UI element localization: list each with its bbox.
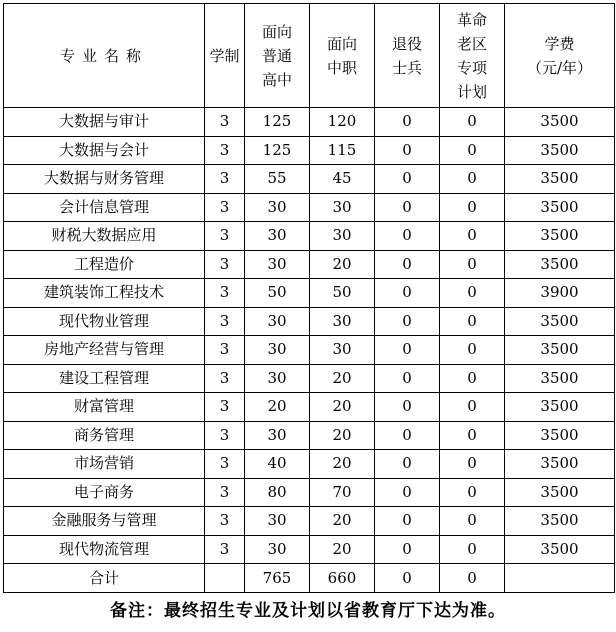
table-row <box>4 136 615 165</box>
veterans-cell: 0 <box>375 507 440 536</box>
vocational-cell: 20 <box>310 250 375 279</box>
table-row <box>4 165 615 194</box>
table-row <box>4 222 615 251</box>
major-name-cell: 会计信息管理 <box>4 193 205 222</box>
table-row <box>4 507 615 536</box>
old-area-cell: 0 <box>440 364 505 393</box>
high-school-cell: 30 <box>245 193 310 222</box>
old-area-cell: 0 <box>440 307 505 336</box>
vocational-cell: 70 <box>310 478 375 507</box>
table-row <box>4 279 615 308</box>
header-row <box>4 4 615 108</box>
tuition-cell: 3500 <box>505 222 615 251</box>
tuition-cell: 3500 <box>505 165 615 194</box>
major-name-cell: 大数据与财务管理 <box>4 165 205 194</box>
old-area-cell: 0 <box>440 222 505 251</box>
veterans-cell: 0 <box>375 165 440 194</box>
high-school-cell: 30 <box>245 421 310 450</box>
footnote: 备注：最终招生专业及计划以省教育厅下达为准。 <box>110 601 506 621</box>
veterans-cell: 0 <box>375 222 440 251</box>
years-cell: 3 <box>205 336 245 365</box>
high-school-cell: 30 <box>245 250 310 279</box>
total-veterans-cell: 0 <box>375 564 440 593</box>
veterans-cell: 0 <box>375 307 440 336</box>
old-area-cell: 0 <box>440 421 505 450</box>
high-school-cell: 20 <box>245 393 310 422</box>
vocational-cell: 45 <box>310 165 375 194</box>
vocational-cell: 20 <box>310 421 375 450</box>
old-area-cell: 0 <box>440 250 505 279</box>
veterans-cell: 0 <box>375 450 440 479</box>
veterans-cell: 0 <box>375 393 440 422</box>
header-years: 学制 <box>205 4 245 108</box>
major-name-cell: 市场营销 <box>4 450 205 479</box>
high-school-cell: 50 <box>245 279 310 308</box>
major-name-cell: 大数据与会计 <box>4 136 205 165</box>
veterans-cell: 0 <box>375 478 440 507</box>
years-cell: 3 <box>205 535 245 564</box>
major-name-cell: 房地产经营与管理 <box>4 336 205 365</box>
high-school-cell: 30 <box>245 507 310 536</box>
years-cell: 3 <box>205 393 245 422</box>
major-name-cell: 建设工程管理 <box>4 364 205 393</box>
vocational-cell: 50 <box>310 279 375 308</box>
veterans-cell: 0 <box>375 136 440 165</box>
old-area-cell: 0 <box>440 193 505 222</box>
table-row <box>4 393 615 422</box>
old-area-cell: 0 <box>440 450 505 479</box>
vocational-cell: 30 <box>310 193 375 222</box>
veterans-cell: 0 <box>375 108 440 137</box>
table-row <box>4 336 615 365</box>
vocational-cell: 20 <box>310 450 375 479</box>
major-name-cell: 现代物流管理 <box>4 535 205 564</box>
tuition-cell: 3500 <box>505 193 615 222</box>
vocational-cell: 20 <box>310 535 375 564</box>
years-cell: 3 <box>205 250 245 279</box>
years-cell: 3 <box>205 279 245 308</box>
table-row <box>4 307 615 336</box>
table-row <box>4 535 615 564</box>
header-tuition: 学费 （元/年） <box>505 4 615 108</box>
vocational-cell: 30 <box>310 222 375 251</box>
vocational-cell: 20 <box>310 507 375 536</box>
high-school-cell: 30 <box>245 364 310 393</box>
total-row <box>4 564 615 593</box>
table-row <box>4 250 615 279</box>
years-cell: 3 <box>205 507 245 536</box>
table-row <box>4 478 615 507</box>
vocational-cell: 30 <box>310 307 375 336</box>
table-body <box>4 108 615 564</box>
tuition-cell: 3500 <box>505 535 615 564</box>
tuition-cell: 3900 <box>505 279 615 308</box>
header-old-revolutionary-area: 革命 老区 专项 计划 <box>440 4 505 108</box>
high-school-cell: 40 <box>245 450 310 479</box>
table-row <box>4 421 615 450</box>
old-area-cell: 0 <box>440 535 505 564</box>
total-high-school-cell: 765 <box>245 564 310 593</box>
years-cell: 3 <box>205 165 245 194</box>
years-cell: 3 <box>205 108 245 137</box>
major-name-cell: 电子商务 <box>4 478 205 507</box>
old-area-cell: 0 <box>440 108 505 137</box>
total-vocational-cell: 660 <box>310 564 375 593</box>
vocational-cell: 115 <box>310 136 375 165</box>
tuition-cell: 3500 <box>505 250 615 279</box>
tuition-cell: 3500 <box>505 136 615 165</box>
veterans-cell: 0 <box>375 535 440 564</box>
years-cell: 3 <box>205 222 245 251</box>
major-name-cell: 建筑装饰工程技术 <box>4 279 205 308</box>
tuition-cell: 3500 <box>505 421 615 450</box>
header-vocational: 面向 中职 <box>310 4 375 108</box>
header-high-school: 面向 普通 高中 <box>245 4 310 108</box>
tuition-cell: 3500 <box>505 507 615 536</box>
veterans-cell: 0 <box>375 193 440 222</box>
old-area-cell: 0 <box>440 478 505 507</box>
major-name-cell: 金融服务与管理 <box>4 507 205 536</box>
high-school-cell: 125 <box>245 136 310 165</box>
tuition-cell: 3500 <box>505 336 615 365</box>
old-area-cell: 0 <box>440 507 505 536</box>
high-school-cell: 80 <box>245 478 310 507</box>
high-school-cell: 30 <box>245 535 310 564</box>
years-cell: 3 <box>205 478 245 507</box>
vocational-cell: 120 <box>310 108 375 137</box>
table-row <box>4 193 615 222</box>
table-row <box>4 450 615 479</box>
years-cell: 3 <box>205 364 245 393</box>
major-name-cell: 大数据与审计 <box>4 108 205 137</box>
header-major-name: 专业名称 <box>4 4 205 108</box>
years-cell: 3 <box>205 136 245 165</box>
total-years-cell <box>205 564 245 593</box>
vocational-cell: 20 <box>310 393 375 422</box>
header-veterans: 退役 士兵 <box>375 4 440 108</box>
veterans-cell: 0 <box>375 364 440 393</box>
tuition-cell: 3500 <box>505 108 615 137</box>
old-area-cell: 0 <box>440 393 505 422</box>
high-school-cell: 30 <box>245 222 310 251</box>
tuition-cell: 3500 <box>505 478 615 507</box>
years-cell: 3 <box>205 193 245 222</box>
veterans-cell: 0 <box>375 336 440 365</box>
total-old-area-cell: 0 <box>440 564 505 593</box>
total-tuition-cell <box>505 564 615 593</box>
old-area-cell: 0 <box>440 165 505 194</box>
years-cell: 3 <box>205 450 245 479</box>
veterans-cell: 0 <box>375 421 440 450</box>
major-name-cell: 现代物业管理 <box>4 307 205 336</box>
vocational-cell: 30 <box>310 336 375 365</box>
high-school-cell: 125 <box>245 108 310 137</box>
high-school-cell: 55 <box>245 165 310 194</box>
enrollment-plan-table <box>3 3 615 593</box>
veterans-cell: 0 <box>375 250 440 279</box>
years-cell: 3 <box>205 307 245 336</box>
years-cell: 3 <box>205 421 245 450</box>
tuition-cell: 3500 <box>505 307 615 336</box>
tuition-cell: 3500 <box>505 393 615 422</box>
high-school-cell: 30 <box>245 336 310 365</box>
tuition-cell: 3500 <box>505 364 615 393</box>
major-name-cell: 财富管理 <box>4 393 205 422</box>
table-row <box>4 364 615 393</box>
major-name-cell: 商务管理 <box>4 421 205 450</box>
tuition-cell: 3500 <box>505 450 615 479</box>
vocational-cell: 20 <box>310 364 375 393</box>
major-name-cell: 工程造价 <box>4 250 205 279</box>
veterans-cell: 0 <box>375 279 440 308</box>
table-row <box>4 108 615 137</box>
high-school-cell: 30 <box>245 307 310 336</box>
old-area-cell: 0 <box>440 336 505 365</box>
old-area-cell: 0 <box>440 279 505 308</box>
old-area-cell: 0 <box>440 136 505 165</box>
major-name-cell: 财税大数据应用 <box>4 222 205 251</box>
total-label: 合计 <box>4 564 205 593</box>
